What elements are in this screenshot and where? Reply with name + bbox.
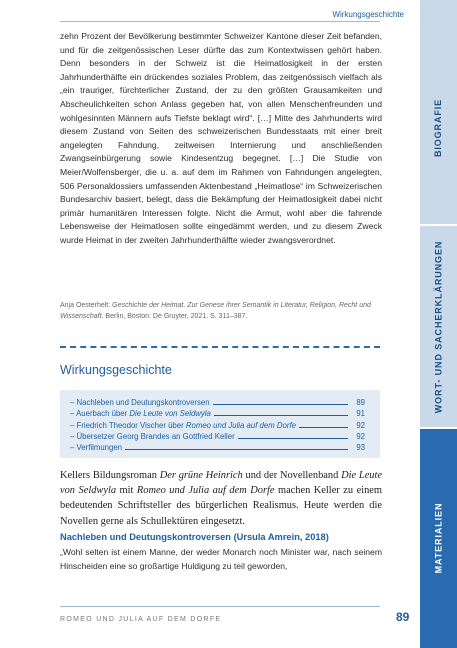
toc-page: 92 (356, 420, 365, 430)
section-tabs (420, 0, 457, 648)
tab-divider (420, 427, 457, 429)
toc-page: 92 (356, 431, 365, 441)
section-divider (60, 346, 380, 348)
header-rule (60, 21, 380, 22)
subheading: Nachleben und Deutungskontroversen (Ursula Amrein, 2018) (60, 532, 329, 542)
toc-entry-label: – Übersetzer Georg Brandes an Gottfried Keller (70, 431, 235, 441)
toc-leader (238, 438, 348, 439)
toc-page: 89 (356, 398, 365, 407)
tab-materialien[interactable] (420, 428, 457, 648)
toc-entry[interactable] (60, 420, 380, 431)
tab-biografie[interactable] (420, 30, 457, 225)
citation-title: Geschichte der Heimat. Zur Genese ihrer Semantik in Literatur, Religion, Recht und Wissenschaft. (60, 302, 371, 320)
tab-wort-und-sacherklaerungen[interactable] (420, 225, 457, 428)
tab-wort-label: WORT- UND SACHERKLÄRUNGEN (433, 240, 444, 413)
toc-entry-label: – Verfilmungen (70, 443, 123, 453)
quote-text: „Wohl selten ist einem Manne, der weder Monarch noch Minister war, nach seinem Hinscheiden eine so großartige Huldigung zu teil geworden, (60, 547, 382, 571)
toc-entry-label: – Nachleben und Deutungskontroversen (70, 398, 210, 407)
toc-leader (125, 449, 348, 450)
toc-entry[interactable] (60, 442, 380, 453)
citation-author: Anja Oesterhelt: (60, 302, 113, 309)
toc-entry-label: – Friedrich Theodor Vischer über Romeo und Julia auf dem Dorfe (70, 420, 296, 430)
toc-page: 93 (356, 443, 365, 453)
tab-divider (420, 224, 457, 226)
toc-entry[interactable] (60, 408, 380, 419)
toc-box (60, 390, 380, 458)
toc-entry[interactable] (60, 397, 380, 408)
toc-leader (214, 415, 348, 416)
running-head: Wirkungsgeschichte (332, 10, 404, 19)
tab-biografie-label: BIOGRAFIE (433, 98, 444, 157)
section-title: Wirkungsgeschichte (60, 363, 172, 377)
citation-publisher: Berlin, Boston: De Gruyter, 2021. S. 311–387. (103, 312, 248, 320)
footer-book-title: ROMEO UND JULIA AUF DEM DORFE (60, 616, 222, 623)
citation (60, 301, 382, 323)
tab-top-blank (420, 0, 457, 30)
toc-entry-label: – Auerbach über Die Leute von Seldwyla (70, 409, 211, 419)
footer-rule (60, 606, 380, 607)
toc-leader (299, 427, 348, 428)
toc-leader (213, 404, 348, 405)
toc-page: 91 (356, 409, 365, 419)
page-number: 89 (396, 610, 410, 624)
body-paragraph: zehn Prozent der Bevölkerung bestimmter Schweizer Kantone dieser Zeit befanden, und für die zeitgenössischen Leser dürfte das zum Kontextwissen gehört haben. Denn besonders in der Schweiz ist die Heimatlosigkeit in der ersten Jahrhunderthälfte ein drückendes soziales Problem, das zeitgenössisch vielfach als „ein trauriger, fürchterlicher Zustand, der zu den größten Grausamkeiten und Abscheulichkeiten schon Anlass gegeben hat, von allen Menschenfreunden und wohlgesinnten Männern aufs Tiefste beklagt wird“. […] Mitte des Jahrhunderts wird diesem Zustand von Seiten des schweizerischen Bundesstaats mit einer breit angelegten Fahndung, zeitweisen Internierung und anschließenden Zwangseinbürgerung sowie Kindesentzug begegnet. […] Die Studie von Meier/Wolfensberger, die u. a. auf dem im Rahmen von Fahndungen angelegten, 506 Personaldossiers umfassenden Aktenbestand „Heimatlose“ im Schweizerischen Bundesarchiv basiert, belegt, dass die Bekämpfung der Heimatlosigkeit dabei nicht primär humanitären Interessen folgte. Nicht die Armut, wohl aber die fahrende Lebensweise der Heimatlosen sollte eingedämmt werden, und zu diesem Zweck wurde Heimat in der zweiten Jahrhunderthälfte wieder zwangsverordnet. (60, 31, 382, 245)
tab-materialien-label: MATERIALIEN (433, 502, 444, 574)
toc-entry[interactable] (60, 431, 380, 442)
intro-paragraph: Kellers Bildungsroman Der grüne Heinrich und der Novellenband Die Leute von Seldwyla mit Romeo und Julia auf dem Dorfe machen Keller zu einem bedeutenden Schriftsteller des bürgerlichen Realismus. Heute werden die Novellen gerne als Schullektüren eingesetzt. (60, 470, 382, 527)
